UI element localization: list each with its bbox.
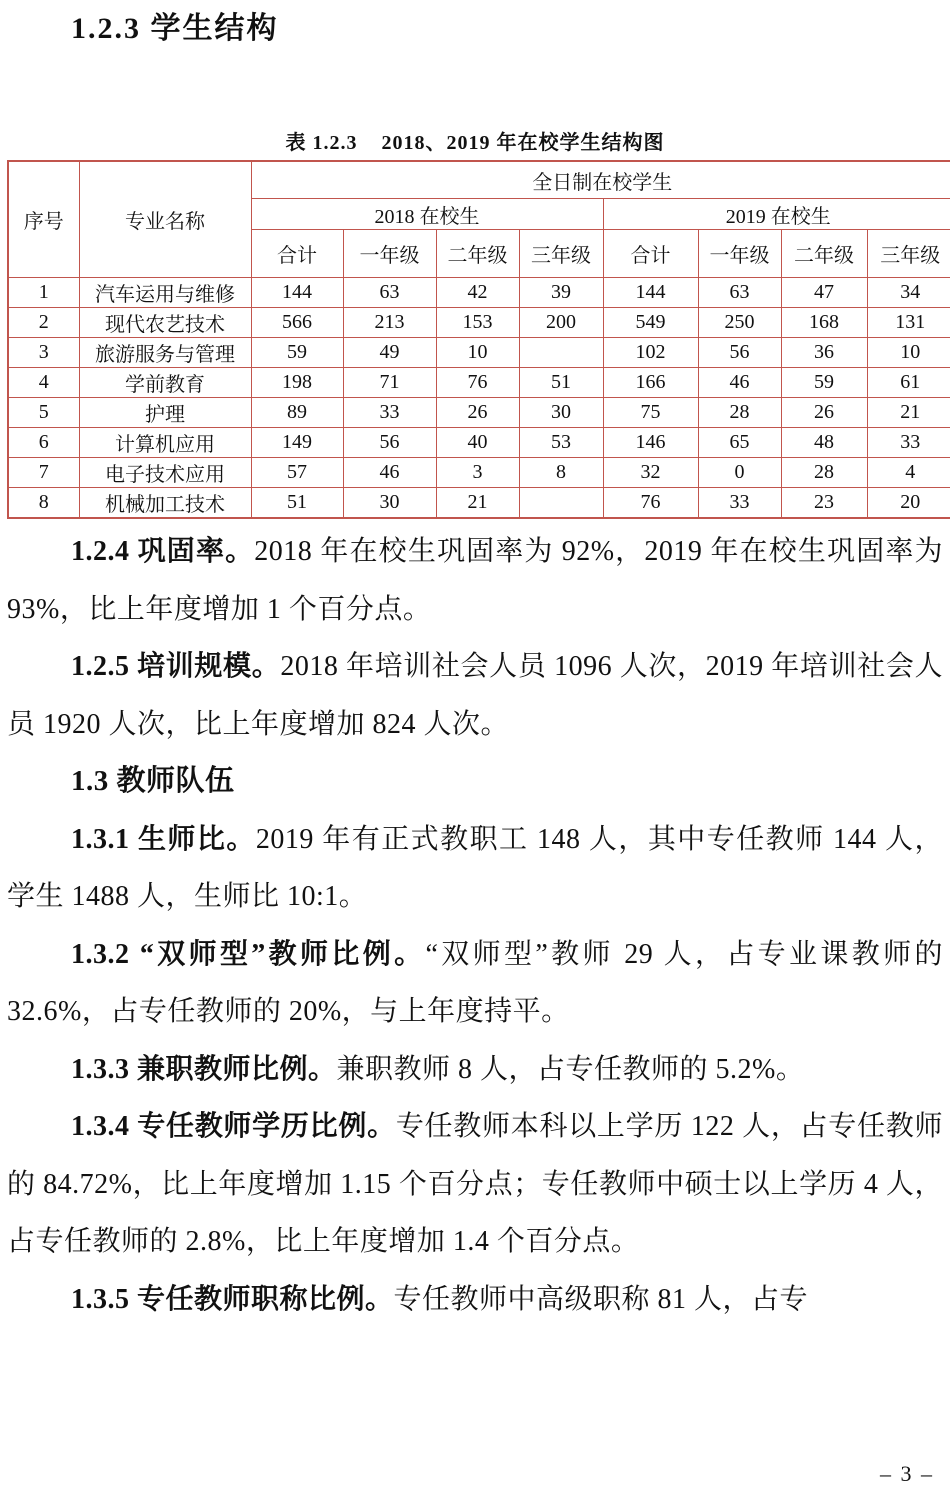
cell-value: 198 xyxy=(251,368,343,398)
paragraph-1-3-2 xyxy=(7,926,943,1041)
cell-seq: 7 xyxy=(8,458,79,488)
cell-value: 33 xyxy=(698,488,781,519)
cell-value: 76 xyxy=(603,488,698,519)
paragraph-1-3-5 xyxy=(7,1271,943,1329)
cell-value: 549 xyxy=(603,308,698,338)
paragraph-body: 2018 年培训社会人员 1096 人次，2019 年培训社会人员 1920 人次，比上年度增加 824 人次。 xyxy=(7,651,943,740)
cell-value: 10 xyxy=(436,338,519,368)
table-row xyxy=(8,458,950,488)
cell-major: 机械加工技术 xyxy=(79,488,251,519)
cell-value: 250 xyxy=(698,308,781,338)
cell-value: 63 xyxy=(698,278,781,308)
cell-value: 34 xyxy=(867,278,950,308)
cell-value: 59 xyxy=(251,338,343,368)
cell-value: 30 xyxy=(343,488,436,519)
paragraph-lead: 1.2.4 巩固率。 xyxy=(71,536,255,567)
paragraph-1-3-3 xyxy=(7,1041,943,1099)
cell-value: 21 xyxy=(867,398,950,428)
header-year-2019: 2019 在校生 xyxy=(603,199,950,230)
cell-value: 39 xyxy=(519,278,603,308)
student-structure-table xyxy=(7,160,950,519)
cell-value: 63 xyxy=(343,278,436,308)
cell-seq: 2 xyxy=(8,308,79,338)
cell-value: 89 xyxy=(251,398,343,428)
cell-value: 59 xyxy=(781,368,867,398)
paragraph-1-2-4 xyxy=(7,523,943,638)
body-text xyxy=(7,523,943,1328)
table-row xyxy=(8,488,950,519)
paragraph-lead: 1.3.1 生师比。 xyxy=(71,823,256,855)
table-row xyxy=(8,278,950,308)
document-page xyxy=(0,8,950,1486)
paragraph-lead: 1.3.3 兼职教师比例。 xyxy=(71,1053,337,1085)
header-sub-grade2-2019: 二年级 xyxy=(781,230,867,278)
header-seq: 序号 xyxy=(8,161,79,278)
cell-value: 56 xyxy=(698,338,781,368)
paragraph-body: 2018 年在校生巩固率为 92%，2019 年在校生巩固率为 93%，比上年度增加 1 个百分点。 xyxy=(7,536,943,625)
cell-value: 10 xyxy=(867,338,950,368)
cell-value: 75 xyxy=(603,398,698,428)
section-heading-1-3: 1.3 教师队伍 xyxy=(71,765,235,797)
table-row xyxy=(8,308,950,338)
paragraph-body: “双师型”教师 29 人，占专业课教师的 32.6%，占专任教师的 20%，与上年度持平。 xyxy=(7,938,943,1027)
cell-value: 40 xyxy=(436,428,519,458)
cell-seq: 5 xyxy=(8,398,79,428)
cell-major: 学前教育 xyxy=(79,368,251,398)
cell-major: 计算机应用 xyxy=(79,428,251,458)
cell-value: 166 xyxy=(603,368,698,398)
table-row xyxy=(8,338,950,368)
cell-value: 32 xyxy=(603,458,698,488)
cell-value: 76 xyxy=(436,368,519,398)
cell-seq: 8 xyxy=(8,488,79,519)
cell-value: 144 xyxy=(251,278,343,308)
cell-value: 26 xyxy=(436,398,519,428)
cell-value: 48 xyxy=(781,428,867,458)
table-row xyxy=(8,428,950,458)
header-year-2018: 2018 在校生 xyxy=(251,199,603,230)
cell-value: 146 xyxy=(603,428,698,458)
paragraph-lead: 1.3.4 专任教师学历比例。 xyxy=(71,1111,396,1142)
cell-value: 149 xyxy=(251,428,343,458)
cell-value: 51 xyxy=(251,488,343,519)
table-row xyxy=(8,368,950,398)
cell-value: 21 xyxy=(436,488,519,519)
header-sub-grade1-2019: 一年级 xyxy=(698,230,781,278)
cell-value: 102 xyxy=(603,338,698,368)
cell-value: 71 xyxy=(343,368,436,398)
paragraph-1-3-4 xyxy=(7,1098,943,1271)
cell-value: 20 xyxy=(867,488,950,519)
cell-value: 61 xyxy=(867,368,950,398)
cell-value: 200 xyxy=(519,308,603,338)
cell-value: 144 xyxy=(603,278,698,308)
cell-value: 566 xyxy=(251,308,343,338)
cell-major: 护理 xyxy=(79,398,251,428)
paragraph-body: 兼职教师 8 人，占专任教师的 5.2%。 xyxy=(336,1053,805,1085)
cell-value: 56 xyxy=(343,428,436,458)
paragraph-1-3-1 xyxy=(7,811,943,926)
paragraph-body: 专任教师中高级职称 81 人，占专 xyxy=(393,1283,809,1315)
cell-value: 8 xyxy=(519,458,603,488)
cell-value: 3 xyxy=(436,458,519,488)
paragraph-1-2-5 xyxy=(7,638,943,753)
cell-value: 33 xyxy=(343,398,436,428)
cell-value: 65 xyxy=(698,428,781,458)
cell-major: 电子技术应用 xyxy=(79,458,251,488)
cell-value: 213 xyxy=(343,308,436,338)
cell-value: 30 xyxy=(519,398,603,428)
cell-value: 47 xyxy=(781,278,867,308)
cell-value: 153 xyxy=(436,308,519,338)
header-major-name: 专业名称 xyxy=(79,161,251,278)
table-caption: 表 1.2.3 2018、2019 年在校学生结构图 xyxy=(285,132,665,154)
cell-seq: 6 xyxy=(8,428,79,458)
cell-value: 36 xyxy=(781,338,867,368)
header-sub-grade3-2019: 三年级 xyxy=(867,230,950,278)
cell-value: 23 xyxy=(781,488,867,519)
cell-value: 28 xyxy=(698,398,781,428)
cell-value: 57 xyxy=(251,458,343,488)
cell-value: 46 xyxy=(343,458,436,488)
cell-value: 49 xyxy=(343,338,436,368)
cell-value xyxy=(519,488,603,519)
cell-value: 46 xyxy=(698,368,781,398)
cell-seq: 1 xyxy=(8,278,79,308)
cell-value: 168 xyxy=(781,308,867,338)
cell-value xyxy=(519,338,603,368)
header-sub-total-2019: 合计 xyxy=(603,230,698,278)
table-row xyxy=(8,398,950,428)
header-fulltime-group: 全日制在校学生 xyxy=(251,161,950,199)
header-sub-grade2-2018: 二年级 xyxy=(436,230,519,278)
cell-value: 51 xyxy=(519,368,603,398)
cell-value: 33 xyxy=(867,428,950,458)
paragraph-lead: 1.3.5 专任教师职称比例。 xyxy=(71,1283,394,1315)
cell-value: 26 xyxy=(781,398,867,428)
table-header-row-1 xyxy=(8,161,950,199)
cell-value: 42 xyxy=(436,278,519,308)
header-sub-grade1-2018: 一年级 xyxy=(343,230,436,278)
page-number: – 3 – xyxy=(880,1461,934,1486)
cell-seq: 4 xyxy=(8,368,79,398)
cell-value: 53 xyxy=(519,428,603,458)
section-heading-1-2-3: 1.2.3 学生结构 xyxy=(71,12,279,45)
paragraph-lead: 1.2.5 培训规模。 xyxy=(71,651,281,682)
cell-value: 28 xyxy=(781,458,867,488)
paragraph-lead: 1.3.2 “双师型”教师比例。 xyxy=(71,938,426,970)
cell-major: 现代农艺技术 xyxy=(79,308,251,338)
cell-value: 4 xyxy=(867,458,950,488)
cell-seq: 3 xyxy=(8,338,79,368)
cell-major: 旅游服务与管理 xyxy=(79,338,251,368)
cell-value: 131 xyxy=(867,308,950,338)
paragraph-body: 专任教师本科以上学历 122 人，占专任教师的 84.72%，比上年度增加 1.15 个百分点；专任教师中硕士以上学历 4 人，占专任教师的 2.8%，比上年度增加 1.4 个百分点。 xyxy=(7,1111,943,1257)
header-sub-grade3-2018: 三年级 xyxy=(519,230,603,278)
paragraph-body: 2019 年有正式教职工 148 人，其中专任教师 144 人，学生 1488 人，生师比 10:1。 xyxy=(7,823,943,912)
header-sub-total-2018: 合计 xyxy=(251,230,343,278)
cell-major: 汽车运用与维修 xyxy=(79,278,251,308)
cell-value: 0 xyxy=(698,458,781,488)
